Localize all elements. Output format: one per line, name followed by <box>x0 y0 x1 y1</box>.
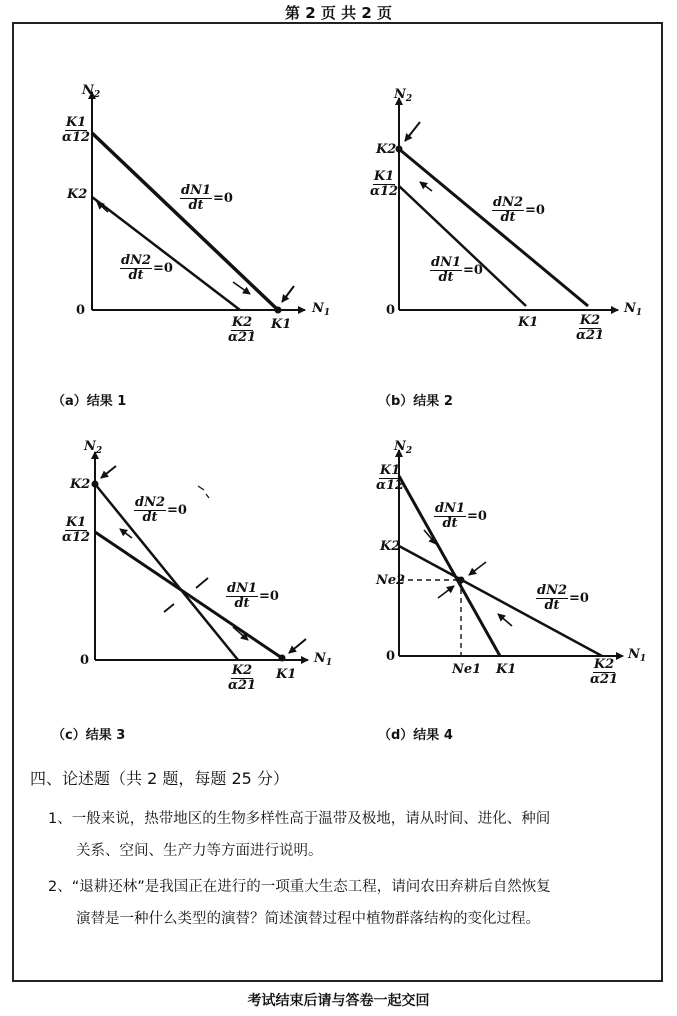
isocline-n2 <box>399 149 588 306</box>
y-axis-label: $N_2$ <box>84 439 103 456</box>
diagram-a-plot <box>0 0 340 420</box>
x-far-label: $\frac{K2}{\alpha 21}$ <box>576 313 605 343</box>
question-1-line-1: 1、一般来说，热带地区的生物多样性高于温带及极地，请从时间、进化、种间 <box>48 811 551 827</box>
origin-label: 0 <box>386 303 396 318</box>
isocline-n2-label: $\frac{dN2}{dt}$ =0 <box>121 253 173 283</box>
equilibrium-y-label: Ne2 <box>376 573 406 588</box>
origin-label: 0 <box>386 649 396 664</box>
origin-label: 0 <box>76 303 86 318</box>
trajectory-arrow <box>438 586 454 598</box>
equilibrium-point <box>275 307 282 314</box>
isocline-n1-label: $\frac{dN1}{dt}$ =0 <box>435 501 487 531</box>
diagram-b-caption: （b）结果 2 <box>378 394 453 409</box>
lower-intercept-label: $\frac{K1}{\alpha 12}$ <box>62 515 91 545</box>
section-title: 四、论述题（共 2 题，每题 25 分） <box>30 769 289 788</box>
lower-intercept-label: K2 <box>380 539 401 554</box>
x-axis-label: $N_1$ <box>628 647 647 664</box>
y-axis-label: $N_2$ <box>394 439 413 456</box>
isocline-n1-label: $\frac{dN1}{dt}$ =0 <box>181 183 233 213</box>
trajectory-arrow <box>498 614 512 626</box>
diagram-c-caption: （c）结果 3 <box>52 728 126 743</box>
diagram-a-caption: （a）结果 1 <box>52 394 127 409</box>
x-near-label: $\frac{K2}{\alpha 21}$ <box>228 663 257 693</box>
origin-label: 0 <box>80 653 90 668</box>
isocline-n1-label: $\frac{dN1}{dt}$ =0 <box>227 581 279 611</box>
x-far-label: $\frac{K2}{\alpha 21}$ <box>228 315 257 345</box>
y-axis-label: $N_2$ <box>394 87 413 104</box>
question-2-line-2: 演替是一种什么类型的演替？简述演替过程中植物群落结构的变化过程。 <box>76 911 540 927</box>
x-near-label: K1 <box>271 317 292 332</box>
diagram-a <box>0 0 340 420</box>
diagram-b <box>340 0 677 420</box>
equilibrium-point <box>396 146 403 153</box>
question-2-line-1: 2、“退耕还林”是我国正在进行的一项重大生态工程，请问农田弃耕后自然恢复 <box>48 879 551 895</box>
trajectory-arrow <box>282 286 294 302</box>
page-header: 第 2 页 共 2 页 <box>285 4 392 22</box>
question-1-line-2: 关系、空间、生产力等方面进行说明。 <box>76 843 323 859</box>
upper-intercept-label: $\frac{K1}{\alpha 12}$ <box>376 463 405 493</box>
y-axis-label: $N_2$ <box>82 83 101 100</box>
diagram-d <box>340 420 677 740</box>
equilibrium-point <box>279 655 286 662</box>
diagram-c-plot <box>0 420 340 740</box>
isocline-n2-label: $\frac{dN2}{dt}$ =0 <box>493 195 545 225</box>
equilibrium-point <box>458 577 465 584</box>
x-near-label: K1 <box>496 662 517 677</box>
x-axis-label: $N_1$ <box>314 651 333 668</box>
isocline-n2-label: $\frac{dN2}{dt}$ =0 <box>135 495 187 525</box>
equilibrium-x-label: Ne1 <box>452 662 482 677</box>
diagram-c <box>0 420 340 740</box>
upper-intercept-label: K2 <box>376 142 397 157</box>
x-near-label: K1 <box>518 315 539 330</box>
trajectory-arrow <box>469 562 486 575</box>
upper-intercept-label: K2 <box>70 477 91 492</box>
trajectory-arrow <box>101 466 116 478</box>
upper-intercept-label: $\frac{K1}{\alpha 12}$ <box>62 115 91 145</box>
saddle-marker <box>196 578 208 588</box>
diagram-d-caption: （d）结果 4 <box>378 728 453 743</box>
trajectory-arrow <box>233 282 250 294</box>
equilibrium-point <box>92 481 99 488</box>
trajectory-arrow <box>120 529 132 538</box>
isocline-n1-label: $\frac{dN1}{dt}$ =0 <box>431 255 483 285</box>
lower-intercept-label: K2 <box>67 187 88 202</box>
trajectory-arrow <box>420 182 432 191</box>
isocline-n1 <box>92 133 278 310</box>
x-axis-label: $N_1$ <box>624 301 643 318</box>
isocline-n2-label: $\frac{dN2}{dt}$ =0 <box>537 583 589 613</box>
trajectory-arrow <box>405 122 420 141</box>
x-far-label: K1 <box>276 667 297 682</box>
page-footer: 考试结束后请与答卷一起交回 <box>247 993 430 1009</box>
stray-mark <box>198 486 209 498</box>
x-axis-label: $N_1$ <box>312 301 331 318</box>
saddle-marker <box>164 604 174 612</box>
trajectory-arrow <box>289 639 306 653</box>
lower-intercept-label: $\frac{K1}{\alpha 12}$ <box>370 169 399 199</box>
x-far-label: $\frac{K2}{\alpha 21}$ <box>590 657 619 687</box>
